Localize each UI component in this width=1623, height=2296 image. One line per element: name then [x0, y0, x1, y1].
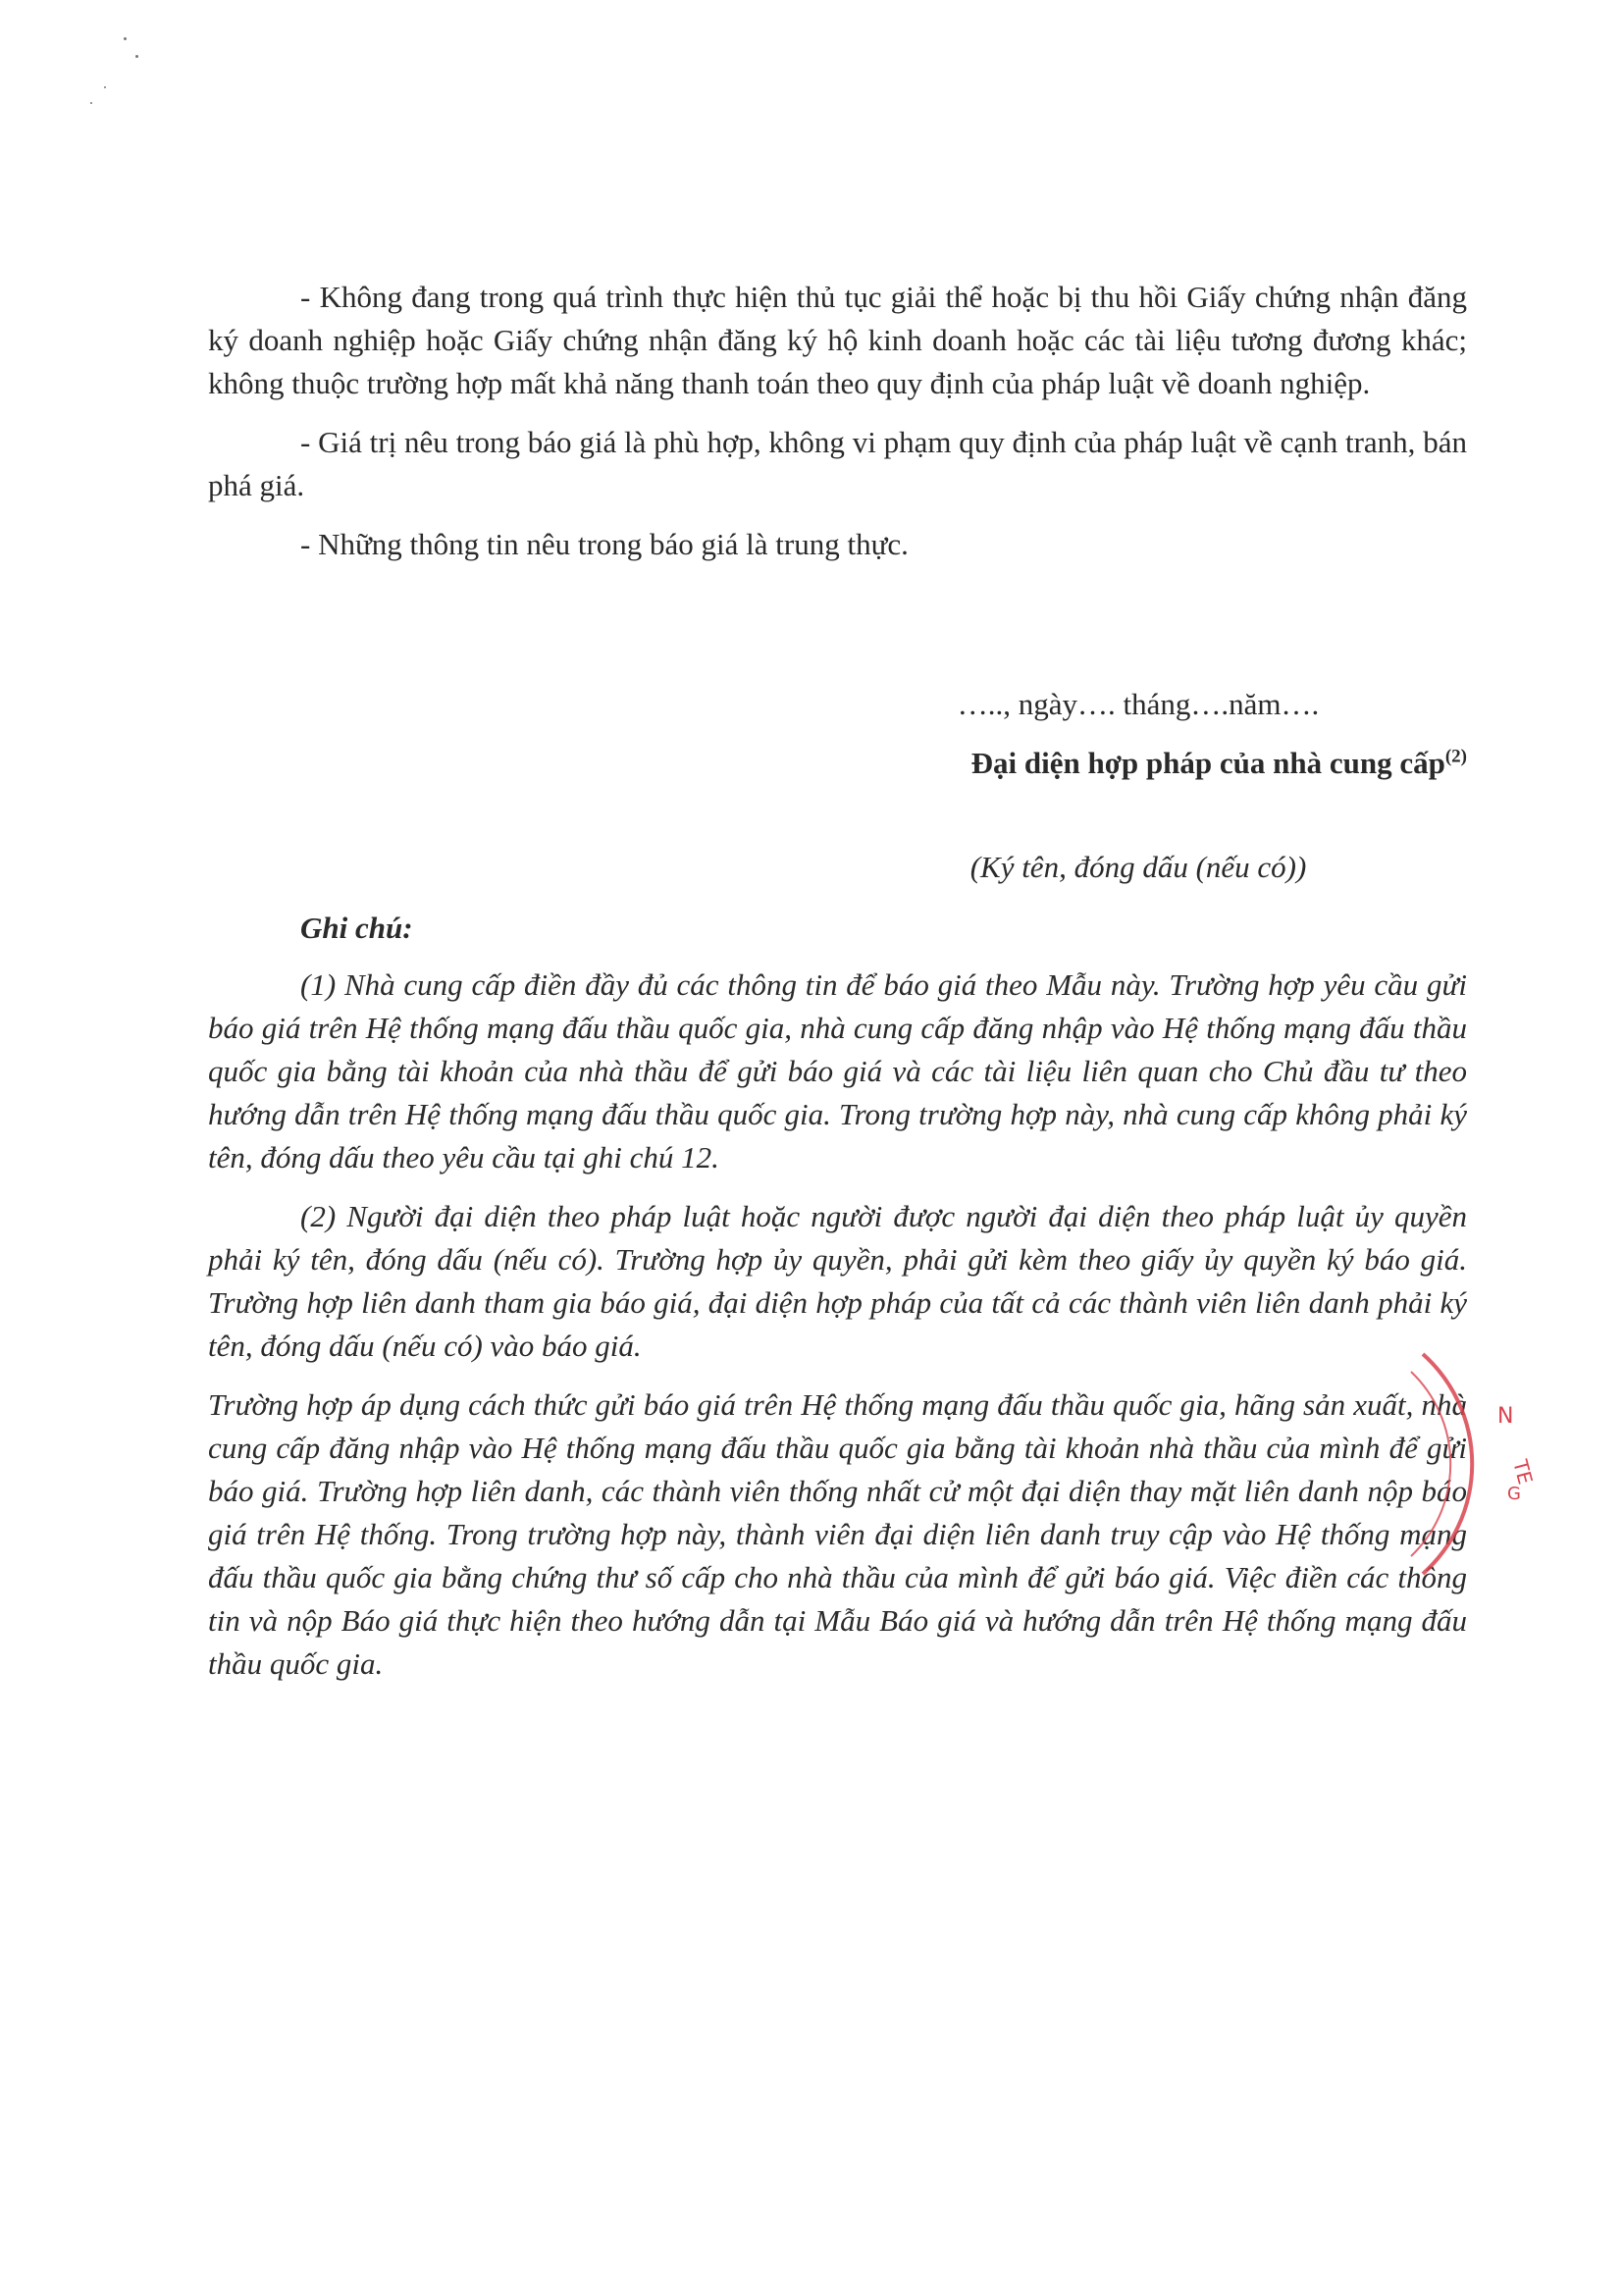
footnote-ref: (2) — [1444, 746, 1467, 767]
notes-section — [208, 964, 1467, 1701]
notes-heading: Ghi chú: — [300, 911, 413, 945]
representative-title — [785, 746, 1467, 781]
commitment-paragraph: - Không đang trong quá trình thực hiện thủ tục giải thể hoặc bị thu hồi Giấy chứng nhận đăng ký doanh nghiệp hoặc Giấy chứng nhận đăng ký hộ kinh doanh hoặc các tài liệu tương đương khác; không thuộc trường hợp mất khả năng thanh toán theo quy định của pháp luật về doanh nghiệp. — [208, 280, 1467, 400]
note-paragraph: (2) Người đại diện theo pháp luật hoặc người được người đại diện theo pháp luật ủy quyền phải ký tên, đóng dấu (nếu có). Trường hợp ủy quyền, phải gửi kèm theo giấy ủy quyền ký báo giá. Trường hợp liên danh tham gia báo giá, đại diện hợp pháp của tất cả các thành viên liên danh phải ký tên, đóng dấu (nếu có) vào báo giá. — [208, 1199, 1467, 1363]
scan-speck — [90, 102, 92, 104]
scan-speck — [124, 37, 127, 40]
stamp-letters: N — [1497, 1404, 1514, 1429]
scan-speck — [135, 55, 138, 58]
scan-speck — [104, 86, 106, 88]
sign-instruction: (Ký tên, đóng dấu (nếu có)) — [969, 850, 1307, 884]
representative-title-text: Đại diện hợp pháp của nhà cung cấp — [970, 746, 1445, 780]
red-seal-stamp — [1403, 1346, 1560, 1582]
commitment-paragraph: - Những thông tin nêu trong báo giá là trung thực. — [300, 527, 909, 561]
commitment-paragraph: - Giá trị nêu trong báo giá là phù hợp, không vi phạm quy định của pháp luật về cạnh tranh, bán phá giá. — [208, 425, 1467, 502]
note-paragraph: (1) Nhà cung cấp điền đầy đủ các thông tin để báo giá theo Mẫu này. Trường hợp yêu cầu gửi báo giá trên Hệ thống mạng đấu thầu quốc gia, nhà cung cấp đăng nhập vào Hệ thống mạng đấu thầu quốc gia bằng tài khoản của nhà thầu để gửi báo giá và các tài liệu liên quan cho Chủ đầu tư theo hướng dẫn trên Hệ thống mạng đấu thầu quốc gia. Trong trường hợp này, nhà cung cấp không phải ký tên, đóng dấu theo yêu cầu tại ghi chú 12. — [208, 967, 1467, 1174]
svg-text:G: G — [1507, 1484, 1521, 1504]
note-paragraph: Trường hợp áp dụng cách thức gửi báo giá trên Hệ thống mạng đấu thầu quốc gia, hãng sản xuất, nhà cung cấp đăng nhập vào Hệ thống mạng đấu thầu quốc gia bằng tài khoản nhà thầu của mình để gửi báo giá. Trường hợp liên danh, các thành viên thống nhất cử một đại diện thay mặt liên danh nộp báo giá trên Hệ thống. Trong trường hợp này, thành viên đại diện liên danh truy cập vào Hệ thống mạng đấu thầu quốc gia bằng chứng thư số cấp cho nhà thầu của mình để gửi báo giá. Việc điền các thông tin và nộp Báo giá thực hiện theo hướng dẫn tại Mẫu Báo giá và hướng dẫn trên Hệ thống mạng đấu thầu quốc gia. — [208, 1387, 1467, 1681]
date-line: ….., ngày…. tháng….năm…. — [957, 687, 1320, 721]
svg-text:TE: TE — [1508, 1457, 1538, 1487]
commitments-section — [208, 276, 1467, 582]
